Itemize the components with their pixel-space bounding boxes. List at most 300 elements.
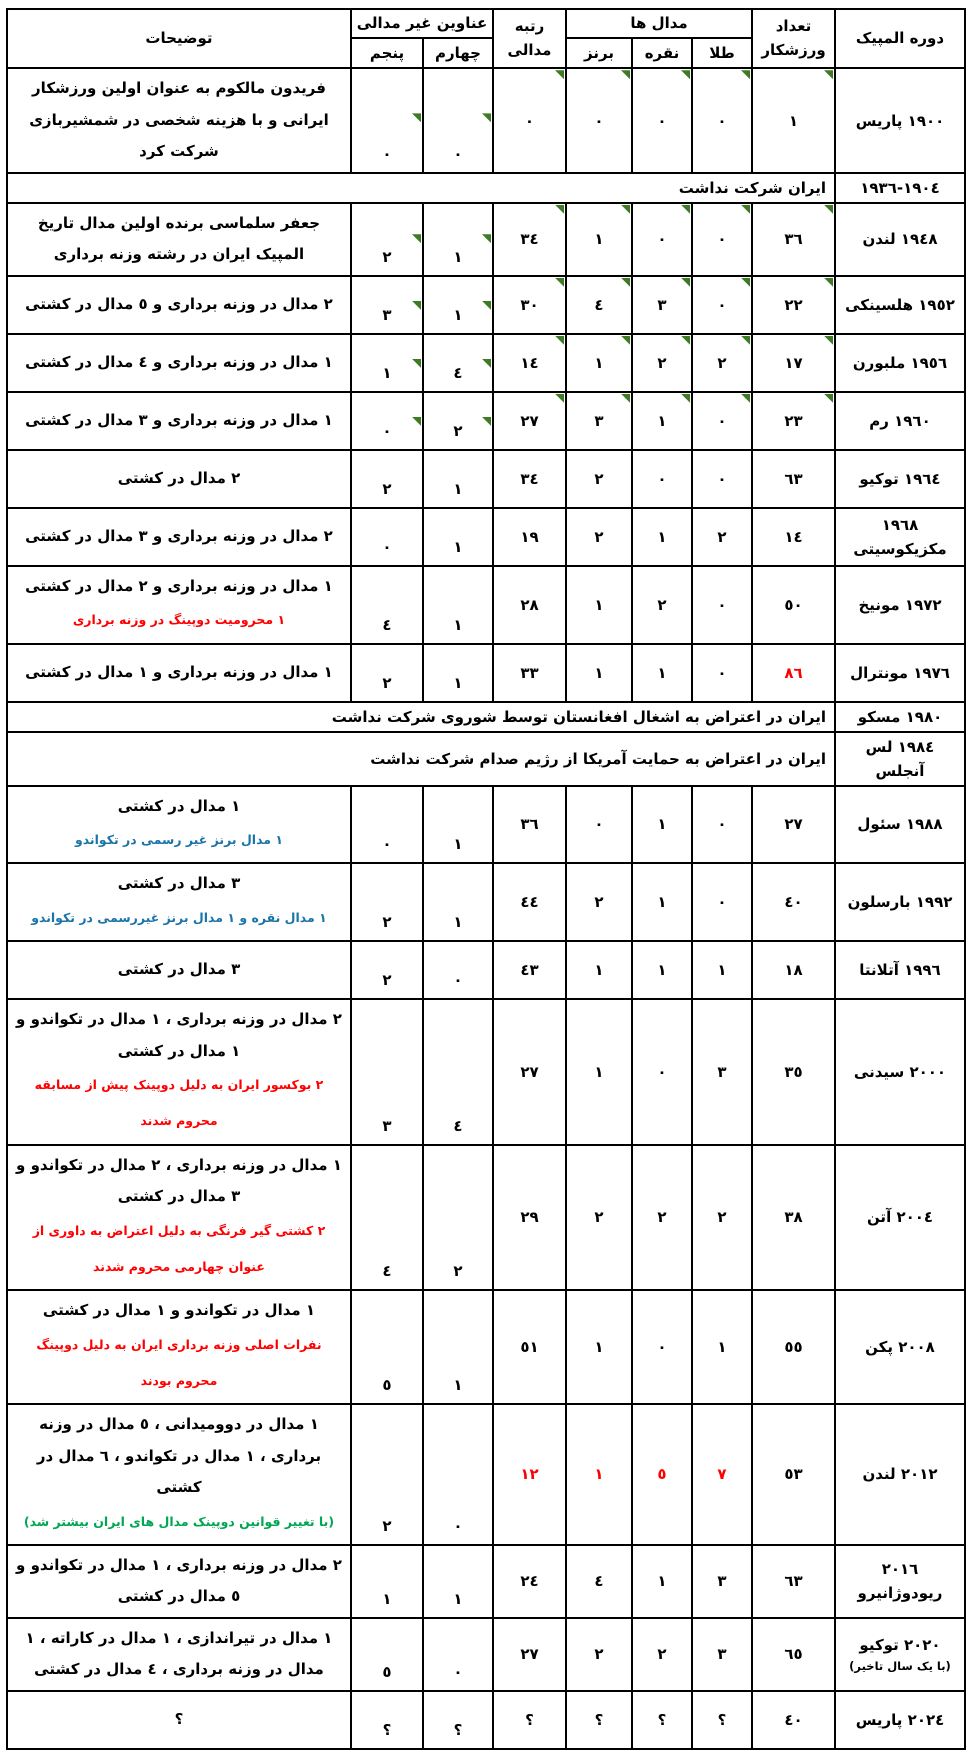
note-line-black: ١ مدال در وزنه برداری و ٤ مدال در کشتی (25, 353, 333, 371)
bronze-cell-value: ٠ (594, 111, 604, 130)
gold-cell (692, 508, 752, 566)
fifth-place-cell (351, 1290, 423, 1404)
fourth-place-cell-value: ٢ (453, 421, 463, 440)
silver-cell-value: ٠ (657, 230, 667, 249)
note-line-black: ٣ مدال در کشتی (117, 960, 241, 979)
silver-cell-value: ١ (657, 527, 667, 546)
fourth-place-cell (423, 999, 493, 1145)
fourth-place-cell (423, 508, 493, 566)
rank-cell-value: ١٢ (520, 1465, 539, 1484)
bronze-cell-value: ١ (594, 595, 604, 614)
note-line-black: ٢ مدال در وزنه برداری و ٥ مدال در کشتی (25, 295, 333, 313)
fifth-place-cell-value: ؟ (382, 1720, 392, 1739)
header-edition-label: دوره المپیک (855, 29, 945, 47)
silver-cell (632, 1545, 692, 1618)
gold-cell (692, 1691, 752, 1749)
corner-flag-icon (681, 336, 690, 345)
fourth-place-cell (423, 1691, 493, 1749)
silver-cell-value: ٢ (657, 353, 667, 372)
fourth-place-cell-value: ١ (453, 615, 463, 634)
silver-cell (632, 1404, 692, 1545)
gold-cell-value: ٠ (717, 815, 727, 834)
fifth-place-cell (351, 203, 423, 276)
rank-cell-value: ٣٤ (520, 230, 539, 249)
gold-cell-value: ٠ (717, 595, 727, 614)
fifth-place-cell (351, 1145, 423, 1291)
corner-flag-icon (741, 70, 750, 79)
header-rank-line1: رتبه (514, 17, 545, 36)
silver-cell (632, 508, 692, 566)
gold-cell-value: ٧ (717, 1465, 727, 1484)
corner-flag-icon (555, 70, 564, 79)
header-bronze: برنز (566, 38, 632, 68)
corner-flag-icon (621, 70, 630, 79)
bronze-cell (566, 1145, 632, 1291)
silver-cell-value: ١ (657, 961, 667, 979)
bronze-cell (566, 786, 632, 864)
silver-cell-value: ١ (657, 893, 667, 912)
bronze-cell (566, 1618, 632, 1691)
silver-cell (632, 1618, 692, 1691)
edition-cell (835, 863, 965, 941)
fifth-place-cell (351, 68, 423, 173)
notes-cell (7, 450, 351, 508)
fifth-place-cell-value: ٢ (382, 479, 392, 498)
edition-label: ١٩٧٦ مونترال (850, 663, 950, 682)
athletes-cell-value: ٦٥ (784, 1645, 803, 1664)
header-silver: نقره (632, 38, 692, 68)
bronze-cell (566, 1404, 632, 1545)
header-athletes (752, 9, 835, 68)
fifth-place-cell-value: ٣ (382, 1116, 392, 1135)
gold-cell (692, 1290, 752, 1404)
fifth-place-cell-value: ٠ (382, 835, 392, 854)
bronze-cell (566, 1290, 632, 1404)
silver-cell (632, 450, 692, 508)
fourth-place-cell (423, 786, 493, 864)
header-athletes-line1: تعداد (775, 17, 812, 36)
fifth-place-cell-value: ١ (382, 363, 392, 382)
edition-cell (835, 1145, 965, 1291)
olympics-row (7, 1404, 965, 1545)
fourth-place-cell-value: ١ (453, 673, 463, 692)
silver-cell-value: ١ (657, 815, 667, 834)
note-line-black: ١ مدال در دوومیدانی ، ٥ مدال در وزنه برداری ، ١ مدال در تکواندو ، ٦ مدال در کشتی (36, 1415, 322, 1496)
corner-flag-icon (555, 205, 564, 214)
note-line-black: ٢ مدال در وزنه برداری ، ١ مدال در تکواندو و ١ مدال در کشتی (16, 1010, 342, 1060)
corner-flag-icon (555, 336, 564, 345)
corner-flag-icon (621, 278, 630, 287)
athletes-cell-value: ١٧ (784, 353, 803, 372)
athletes-cell (752, 999, 835, 1145)
athletes-cell-value: ٥٠ (784, 595, 803, 614)
gold-cell (692, 999, 752, 1145)
edition-label: ٢٠٠٠ سیدنی (853, 1062, 947, 1081)
silver-cell-value: ٣ (657, 295, 667, 314)
silver-cell-value: ٢ (657, 1645, 667, 1664)
silver-cell-value: ٥ (657, 1465, 667, 1484)
olympics-row (7, 1691, 965, 1749)
silver-cell (632, 392, 692, 450)
gold-cell (692, 863, 752, 941)
note-line-black: ١ مدال در وزنه برداری و ٣ مدال در کشتی (25, 411, 333, 429)
silver-cell-value: ١ (657, 663, 667, 682)
gold-cell-value: ٠ (717, 663, 727, 682)
fifth-place-cell (351, 644, 423, 702)
edition-label: ٢٠٢٤ پاریس (855, 1710, 945, 1729)
bronze-cell (566, 863, 632, 941)
corner-flag-icon (741, 394, 750, 403)
fourth-place-cell-value: ٤ (453, 1116, 463, 1135)
silver-cell-value: ٠ (657, 111, 667, 130)
header-fifth: پنجم (351, 38, 423, 68)
silver-cell-value: ٢ (657, 595, 667, 614)
note-line-black: ١ مدال در تکواندو و ١ مدال در کشتی (42, 1301, 316, 1319)
olympics-row (7, 1545, 965, 1618)
athletes-cell-value: ٣٥ (784, 1062, 803, 1081)
bronze-cell (566, 644, 632, 702)
note-line-black: جعفر سلماسی برنده اولین مدال تاریخ المپیک ایران در رشته وزنه برداری (37, 213, 321, 264)
bronze-cell-value: ٢ (594, 527, 604, 546)
bronze-cell (566, 203, 632, 276)
corner-flag-icon (824, 70, 833, 79)
no-participation-row (7, 173, 965, 203)
header-athletes-line2: ورزشکار (761, 40, 826, 59)
rank-cell (493, 392, 566, 450)
no-participation-note: ایران شرکت نداشت (7, 173, 835, 203)
rank-cell-value: ٠ (524, 111, 535, 130)
edition-cell (835, 941, 965, 999)
note-line-red: نفرات اصلی وزنه برداری ایران به دلیل دوپینگ محروم بودند (36, 1336, 322, 1388)
corner-flag-icon (824, 394, 833, 403)
fourth-place-cell (423, 392, 493, 450)
corner-flag-icon (555, 394, 564, 403)
note-line-black: ١ مدال در وزنه برداری و ٢ مدال در کشتی (25, 576, 333, 595)
rank-cell (493, 999, 566, 1145)
note-line-black: ٣ مدال در کشتی (117, 874, 241, 893)
gold-cell-value: ٣ (717, 1645, 727, 1664)
rank-cell-value: ٢٧ (520, 1645, 539, 1664)
gold-cell-value: ٢ (717, 1208, 727, 1227)
gold-cell-value: ٠ (717, 295, 727, 314)
fourth-place-cell-value: ١ (453, 305, 463, 324)
fifth-place-cell (351, 786, 423, 864)
fifth-place-cell-value: ٠ (382, 537, 392, 556)
header-notes: توضیحات (7, 9, 351, 68)
table-body (7, 68, 965, 1749)
olympics-row (7, 276, 965, 334)
athletes-cell (752, 863, 835, 941)
silver-cell (632, 334, 692, 392)
fifth-place-cell (351, 1404, 423, 1545)
bronze-cell-value: ١ (594, 230, 604, 249)
header-gold: طلا (692, 38, 752, 68)
notes-cell (7, 1145, 351, 1291)
athletes-cell-value: ١٤ (784, 527, 803, 546)
gold-cell-value: ٠ (717, 411, 727, 430)
silver-cell-value: ٠ (657, 469, 667, 488)
olympics-row (7, 786, 965, 864)
rank-cell-value: ٣٣ (520, 663, 539, 682)
fourth-place-cell-value: ١ (453, 479, 463, 498)
athletes-cell-value: ٦٣ (784, 469, 803, 488)
rank-cell-value: ٢٧ (520, 1062, 539, 1081)
gold-cell (692, 68, 752, 173)
no-participation-row (7, 732, 965, 786)
bronze-cell (566, 941, 632, 999)
notes-cell (7, 941, 351, 999)
silver-cell (632, 999, 692, 1145)
gold-cell (692, 1618, 752, 1691)
edition-label: ١٩٥٦ ملبورن (852, 353, 948, 372)
bronze-cell (566, 566, 632, 644)
gold-cell-value: ١ (717, 1338, 727, 1356)
fifth-place-cell (351, 1691, 423, 1749)
fourth-place-cell (423, 1618, 493, 1691)
fourth-place-cell-value: ١ (453, 835, 463, 854)
edition-cell (835, 702, 965, 732)
rank-cell (493, 68, 566, 173)
bronze-cell-value: ٢ (594, 469, 604, 488)
fifth-place-cell (351, 566, 423, 644)
silver-cell-value: ؟ (657, 1710, 667, 1729)
rank-cell (493, 566, 566, 644)
no-participation-note: ایران در اعتراض به اشغال افغانستان توسط شوروی شرکت نداشت (7, 702, 835, 732)
gold-cell (692, 786, 752, 864)
corner-flag-icon (412, 417, 421, 426)
rank-cell-value: ؟ (525, 1710, 534, 1729)
gold-cell (692, 392, 752, 450)
edition-label: ٢٠٠٨ پکن (865, 1338, 935, 1356)
athletes-cell (752, 1145, 835, 1291)
fourth-place-cell (423, 450, 493, 508)
bronze-cell-value: ١ (594, 1465, 604, 1484)
fourth-place-cell (423, 566, 493, 644)
note-line-black: ٢ مدال در کشتی (117, 469, 241, 487)
fourth-place-cell-value: ؟ (453, 1720, 463, 1739)
edition-label: ١٩٠٤-١٩٣٦ (860, 178, 940, 197)
corner-flag-icon (824, 336, 833, 345)
fifth-place-cell-value: ٢ (382, 247, 392, 266)
olympics-row (7, 1290, 965, 1404)
athletes-cell (752, 941, 835, 999)
edition-cell (835, 334, 965, 392)
rank-cell-value: ٢٩ (520, 1208, 539, 1227)
athletes-cell-value: ٣٦ (784, 230, 803, 249)
edition-label: ٢٠١٦ ریودوژانیرو (857, 1560, 943, 1603)
note-line-red: ٢ کشتی گیر فرنگی به دلیل اعتراض به داوری از عنوان چهارمی محروم شدند (32, 1222, 326, 1274)
olympics-row (7, 334, 965, 392)
silver-cell (632, 203, 692, 276)
athletes-cell-value: ٤٠ (784, 1710, 803, 1729)
gold-cell-value: ٢ (717, 527, 727, 546)
corner-flag-icon (824, 278, 833, 287)
silver-cell-value: ٠ (657, 1062, 667, 1081)
athletes-cell-value: ٢٣ (784, 411, 803, 430)
header-medal-rank (493, 9, 566, 68)
fifth-place-cell (351, 1618, 423, 1691)
athletes-cell (752, 450, 835, 508)
edition-label: ٢٠٠٤ آتن (866, 1208, 934, 1227)
silver-cell (632, 786, 692, 864)
silver-cell (632, 1145, 692, 1291)
bronze-cell (566, 68, 632, 173)
note-line-black: ١ مدال در وزنه برداری و ١ مدال در کشتی (25, 662, 333, 681)
rank-cell-value: ٤٤ (520, 893, 539, 912)
silver-cell (632, 1290, 692, 1404)
silver-cell-value: ١ (657, 1572, 667, 1591)
edition-label: ٢٠١٢ لندن (862, 1465, 938, 1484)
rank-cell (493, 1545, 566, 1618)
fifth-place-cell (351, 863, 423, 941)
bronze-cell-value: ٣ (594, 411, 604, 430)
bronze-cell (566, 999, 632, 1145)
olympics-row (7, 450, 965, 508)
fourth-place-cell-value: ٠ (453, 144, 463, 163)
notes-cell (7, 334, 351, 392)
athletes-cell-value: ٥٥ (784, 1338, 803, 1356)
athletes-cell (752, 508, 835, 566)
gold-cell-value: ٢ (717, 353, 727, 372)
silver-cell (632, 566, 692, 644)
fourth-place-cell (423, 276, 493, 334)
edition-cell (835, 644, 965, 702)
fifth-place-cell-value: ٤ (382, 1262, 392, 1280)
edition-cell (835, 786, 965, 864)
edition-label: ١٩٤٨ لندن (862, 230, 938, 249)
notes-cell (7, 508, 351, 566)
edition-cell (835, 68, 965, 173)
fifth-place-cell-value: ٢ (382, 971, 392, 989)
notes-cell (7, 392, 351, 450)
edition-cell (835, 566, 965, 644)
edition-cell (835, 999, 965, 1145)
gold-cell (692, 1404, 752, 1545)
edition-cell (835, 1691, 965, 1749)
olympics-row (7, 68, 965, 173)
edition-cell (835, 732, 965, 786)
gold-cell-value: ٠ (717, 111, 727, 130)
fifth-place-cell (351, 508, 423, 566)
fifth-place-cell-value: ١ (382, 1589, 392, 1608)
note-line-black: ١ مدال در کشتی (117, 796, 241, 815)
athletes-cell (752, 68, 835, 173)
notes-cell (7, 276, 351, 334)
corner-flag-icon (482, 113, 491, 122)
fifth-place-cell (351, 276, 423, 334)
athletes-cell-value: ٣٨ (784, 1208, 803, 1227)
notes-cell (7, 999, 351, 1145)
olympics-row (7, 999, 965, 1145)
silver-cell-value: ٠ (657, 1338, 667, 1356)
athletes-cell-value: ٢٢ (784, 295, 803, 314)
corner-flag-icon (555, 278, 564, 287)
bronze-cell (566, 392, 632, 450)
corner-flag-icon (741, 205, 750, 214)
silver-cell (632, 276, 692, 334)
bronze-cell-value: ١ (594, 353, 604, 372)
bronze-cell-value: ٢ (594, 1645, 604, 1664)
corner-flag-icon (681, 278, 690, 287)
notes-cell (7, 566, 351, 644)
corner-flag-icon (681, 70, 690, 79)
fifth-place-cell-value: ٠ (382, 144, 392, 163)
gold-cell (692, 203, 752, 276)
gold-cell (692, 1145, 752, 1291)
note-line-black: ٢ مدال در وزنه برداری و ٣ مدال در کشتی (25, 527, 333, 545)
fifth-place-cell-value: ٠ (382, 421, 392, 440)
notes-cell (7, 1290, 351, 1404)
edition-label: ١٩٨٤ لس آنجلس (865, 737, 935, 780)
corner-flag-icon (621, 205, 630, 214)
athletes-cell (752, 1618, 835, 1691)
olympics-row (7, 1145, 965, 1291)
fourth-place-cell-value: ١ (453, 537, 463, 556)
notes-cell (7, 1691, 351, 1749)
edition-cell (835, 1404, 965, 1545)
note-line-blue: ١ مدال نقره و ١ مدال برنز غیررسمی در تکواندو (31, 909, 327, 925)
note-line-black: ١ مدال در وزنه برداری ، ٢ مدال در تکواندو و ٣ مدال در کشتی (16, 1155, 342, 1205)
rank-cell (493, 1691, 566, 1749)
notes-cell (7, 1618, 351, 1691)
no-participation-note: ایران در اعتراض به حمایت آمریکا از رژیم صدام شرکت نداشت (7, 732, 835, 786)
bronze-cell (566, 450, 632, 508)
edition-cell (835, 508, 965, 566)
silver-cell (632, 941, 692, 999)
edition-cell (835, 173, 965, 203)
fourth-place-cell (423, 68, 493, 173)
fourth-place-cell-value: ٠ (453, 1516, 463, 1535)
athletes-cell (752, 566, 835, 644)
edition-label: ١٩٦٤ توکیو (859, 469, 941, 488)
gold-cell-value: ٣ (717, 1062, 727, 1081)
corner-flag-icon (412, 359, 421, 368)
note-line-black: ٢ مدال در وزنه برداری ، ١ مدال در تکواندو و ٥ مدال در کشتی (16, 1555, 342, 1606)
athletes-cell (752, 203, 835, 276)
edition-cell (835, 1618, 965, 1691)
rank-cell (493, 334, 566, 392)
header-nonmedal-group: عناوین غیر مدالی (351, 9, 493, 38)
rank-cell (493, 863, 566, 941)
fourth-place-cell (423, 334, 493, 392)
corner-flag-icon (681, 205, 690, 214)
edition-cell (835, 1290, 965, 1404)
fifth-place-cell-value: ٥ (382, 1662, 392, 1681)
rank-cell (493, 1290, 566, 1404)
notes-cell (7, 1545, 351, 1618)
corner-flag-icon (621, 394, 630, 403)
rank-cell-value: ١٩ (520, 527, 539, 546)
olympics-row (7, 392, 965, 450)
rank-cell (493, 644, 566, 702)
corner-flag-icon (741, 336, 750, 345)
rank-cell (493, 276, 566, 334)
silver-cell (632, 863, 692, 941)
edition-label: ١٩٩٢ بارسلون (847, 893, 953, 912)
gold-cell (692, 450, 752, 508)
edition-label: ٢٠٢٠ توکیو (859, 1636, 941, 1655)
fourth-place-cell-value: ٠ (453, 971, 463, 989)
corner-flag-icon (482, 417, 491, 426)
fourth-place-cell-value: ٢ (453, 1262, 463, 1280)
rank-cell (493, 1404, 566, 1545)
edition-label: ١٩٨٨ سئول (857, 815, 943, 834)
bronze-cell-value: ١ (594, 663, 604, 682)
note-line-black: ١ مدال در تیراندازی ، ١ مدال در کاراته ، ١ مدال در وزنه برداری ، ٤ مدال در کشتی (25, 1628, 333, 1679)
rank-cell-value: ٣٦ (520, 815, 539, 834)
corner-flag-icon (412, 301, 421, 310)
athletes-cell-value: ١ (788, 111, 799, 130)
